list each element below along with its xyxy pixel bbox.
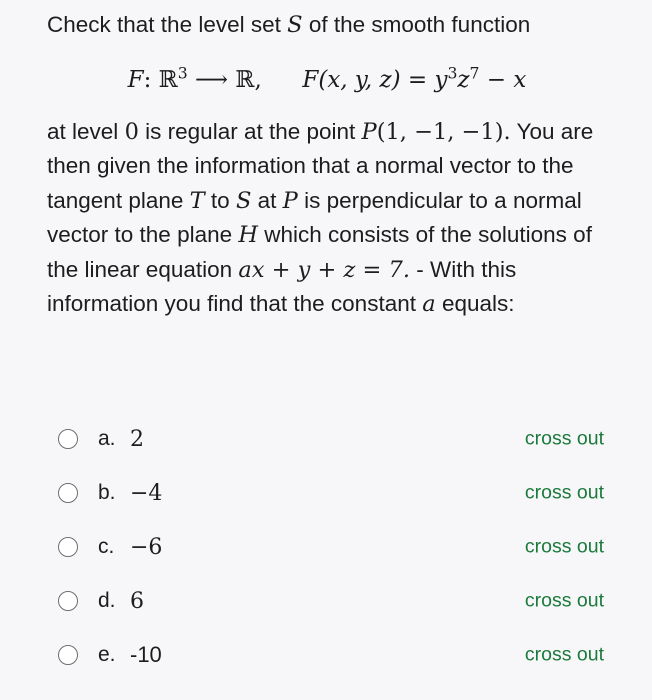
radio-button[interactable] xyxy=(58,591,78,611)
radio-button[interactable] xyxy=(58,429,78,449)
function-definition: F: ℝ$^3$ ⟶ ℝ, F(x, y, $z) = y^3z^7 - x$ xyxy=(127,62,527,93)
option-letter: e. xyxy=(98,643,116,666)
option-value: 6 xyxy=(130,588,144,614)
option-letter: c. xyxy=(98,535,115,558)
option-e[interactable] xyxy=(58,628,608,682)
set-symbol: S xyxy=(287,12,303,38)
option-value: −4 xyxy=(130,480,163,506)
option-a[interactable] xyxy=(58,412,608,466)
radio-button[interactable] xyxy=(58,537,78,557)
level-value: 0 xyxy=(124,118,139,145)
question-body: at level 0 is regular at the point P(1, −1, −1). You are then given the information that a normal vector to the tangent plane T to S at P is perpendicular to a normal vector to the plane H which consists of the solutions of the linear equation ax + y + z = 7. - With this information you find that the constant a equals: xyxy=(47,118,594,317)
cross-out-link[interactable]: cross out xyxy=(524,643,604,666)
option-letter: a. xyxy=(98,427,116,450)
cross-out-link[interactable]: cross out xyxy=(524,427,604,450)
option-b[interactable] xyxy=(58,466,608,520)
cross-out-link[interactable]: cross out xyxy=(524,535,604,558)
option-c[interactable] xyxy=(58,520,608,574)
radio-button[interactable] xyxy=(58,645,78,665)
linear-equation: ax + y + z = 7. xyxy=(238,256,411,283)
question-intro: Check that the level set S of the smooth function xyxy=(47,12,531,38)
question-text xyxy=(47,8,627,322)
option-letter: b. xyxy=(98,481,116,504)
option-d[interactable] xyxy=(58,574,608,628)
cross-out-link[interactable]: cross out xyxy=(524,589,604,612)
cross-out-link[interactable]: cross out xyxy=(524,481,604,504)
radio-button[interactable] xyxy=(58,483,78,503)
option-letter: d. xyxy=(98,589,116,612)
option-value: −6 xyxy=(130,534,163,560)
option-value: -10 xyxy=(130,642,162,667)
option-value: 2 xyxy=(130,426,144,452)
point-coordinates: (1, −1, −1). xyxy=(376,118,511,145)
answer-options xyxy=(58,412,608,682)
